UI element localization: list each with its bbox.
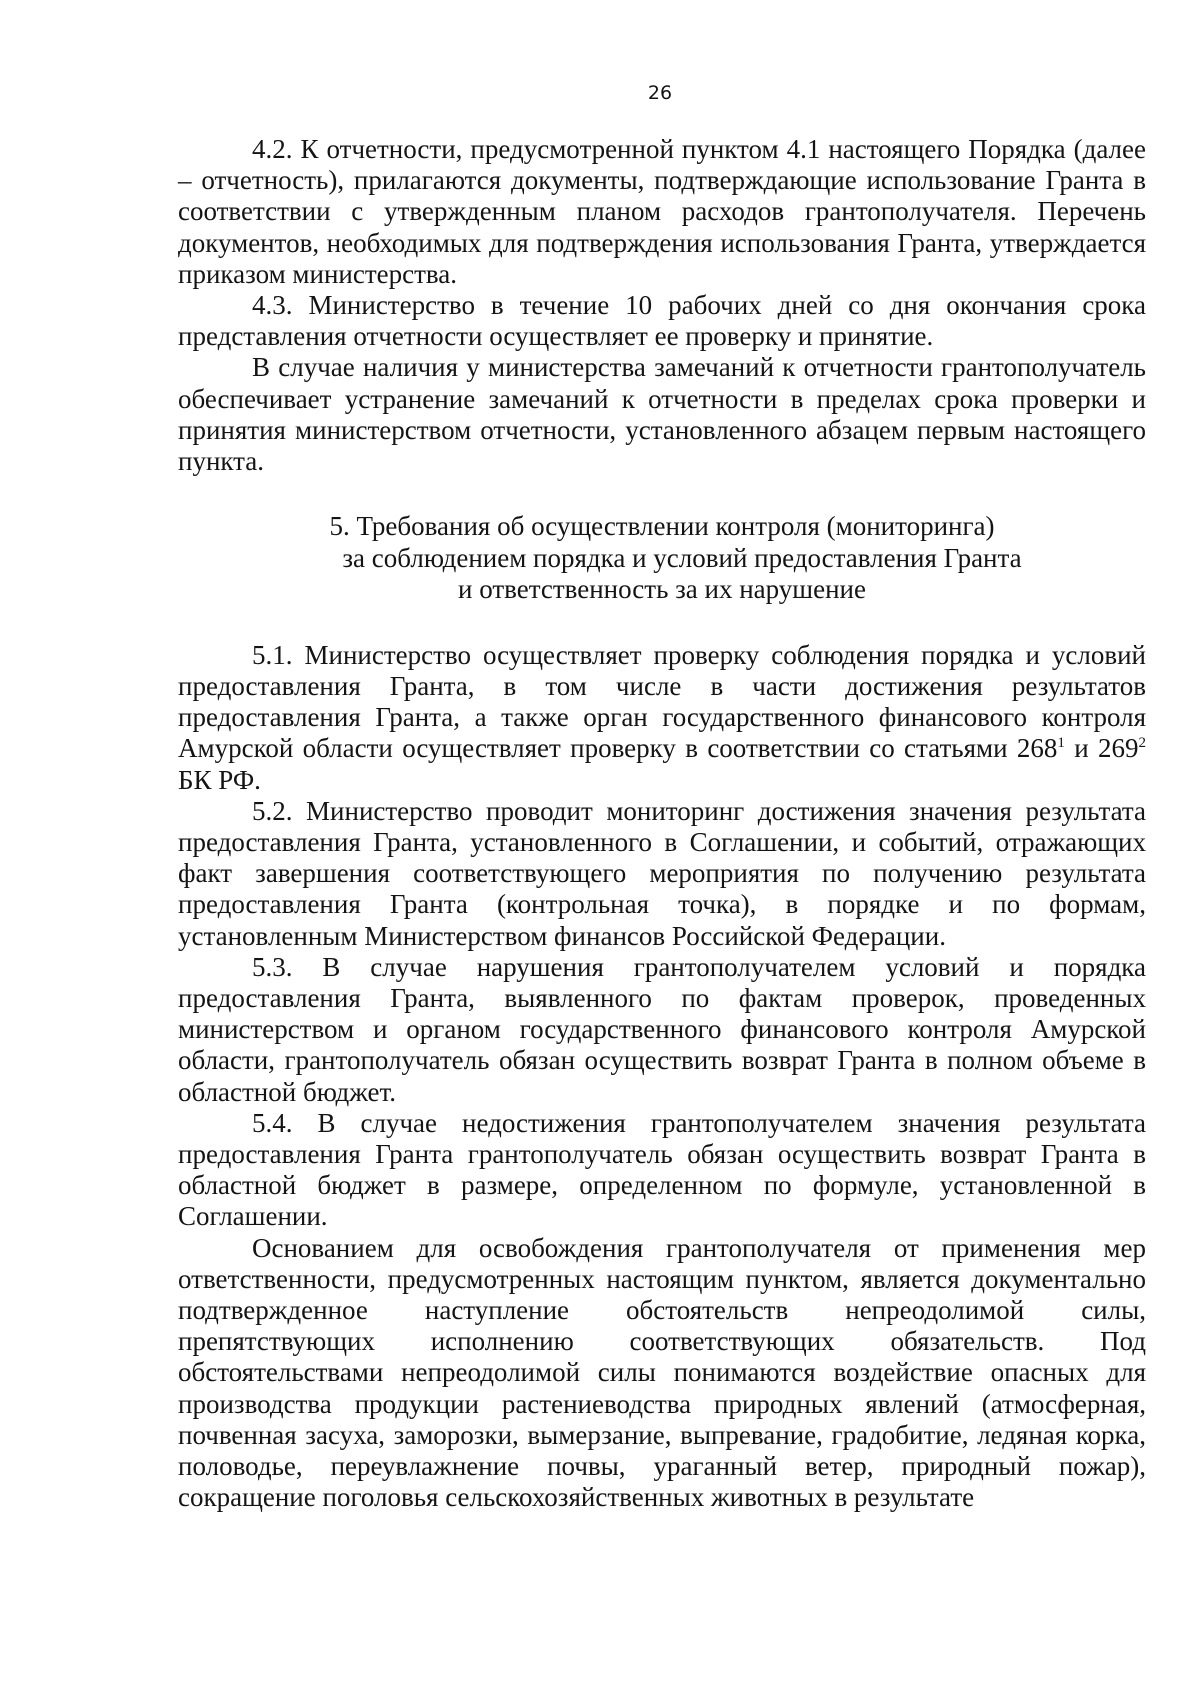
paragraph-4-2: 4.2. К отчетности, предусмотренной пунктом 4.1 настоящего Порядка (далее – отчетность), прилагаются документы, подтверждающие использование Гранта в соответствии с утвержденным планом расходов грантополучателя. Перечень документов, необходимых для подтверждения использования Гранта, утверждается приказом министерства. [178, 134, 1146, 289]
paragraph-5-4: 5.4. В случае недостижения грантополучателем значения результата предоставления Гранта грантополучатель обязан осуществить возврат Гранта в областной бюджет в размере, определенном по формуле, установленной в Соглашении. [178, 1107, 1146, 1232]
paragraph-5-1-text: 5.1. Министерство осуществляет проверку соблюдения порядка и условий предоставления Гранта, в том числе в части достижения результатов предоставления Гранта, а также орган государственного финансового контроля Амурской области осуществляет проверку в соответствии со статьями 268 [178, 639, 1146, 764]
paragraph-4-3: 4.3. Министерство в течение 10 рабочих дней со дня окончания срока представления отчетности осуществляет ее проверку и принятие. [178, 290, 1146, 352]
paragraph-4-3-second: В случае наличия у министерства замечаний к отчетности грантополучатель обеспечивает устранение замечаний к отчетности в пределах срока проверки и принятия министерством отчетности, установленного абзацем первым настоящего пункта. [178, 352, 1146, 477]
paragraph-5-1 [178, 640, 1146, 796]
section-heading-line-2: за соблюдением порядка и условий предоставления Гранта [342, 542, 1022, 573]
paragraph-5-3: 5.3. В случае нарушения грантополучателем условий и порядка предоставления Гранта, выявленного по фактам проверок, проведенных министерством и органом государственного финансового контроля Амурской области, грантополучатель обязан осуществить возврат Гранта в полном объеме в областной бюджет. [178, 951, 1146, 1107]
superscript-2: 2 [1138, 735, 1146, 752]
page-number: 26 [647, 82, 673, 104]
document-body [178, 134, 1146, 1513]
section-heading-line-1: 5. Требования об осуществлении контроля (мониторинга) [329, 511, 995, 542]
superscript-1: 1 [1057, 735, 1065, 752]
paragraph-5-4-second: Основанием для освобождения грантополучателя от применения мер ответственности, предусмотренных настоящим пунктом, является документально подтвержденное наступление обстоятельств непреодолимой силы, препятствующих исполнению соответствующих обязательств. Под обстоятельствами непреодолимой силы понимаются воздействие опасных для производства продукции растениеводства природных явлений (атмосферная, почвенная засуха, заморозки, вымерзание, выпревание, градобитие, ледяная корка, половодье, переувлажнение почвы, ураганный ветер, природный пожар), сокращение поголовья сельскохозяйственных животных в результате [178, 1232, 1146, 1513]
paragraph-5-1-mid: и 269 [1064, 733, 1139, 764]
section-heading-line-3: и ответственность за их нарушение [458, 574, 866, 605]
paragraph-5-2: 5.2. Министерство проводит мониторинг достижения значения результата предоставления Гранта, установленного в Соглашении, и событий, отражающих факт завершения соответствующего мероприятия по получению результата предоставления Гранта (контрольная точка), в порядке и по формам, установленным Министерством финансов Российской Федерации. [178, 795, 1146, 951]
section-5-heading [178, 511, 1146, 606]
paragraph-5-1-end: БК РФ. [178, 764, 261, 795]
